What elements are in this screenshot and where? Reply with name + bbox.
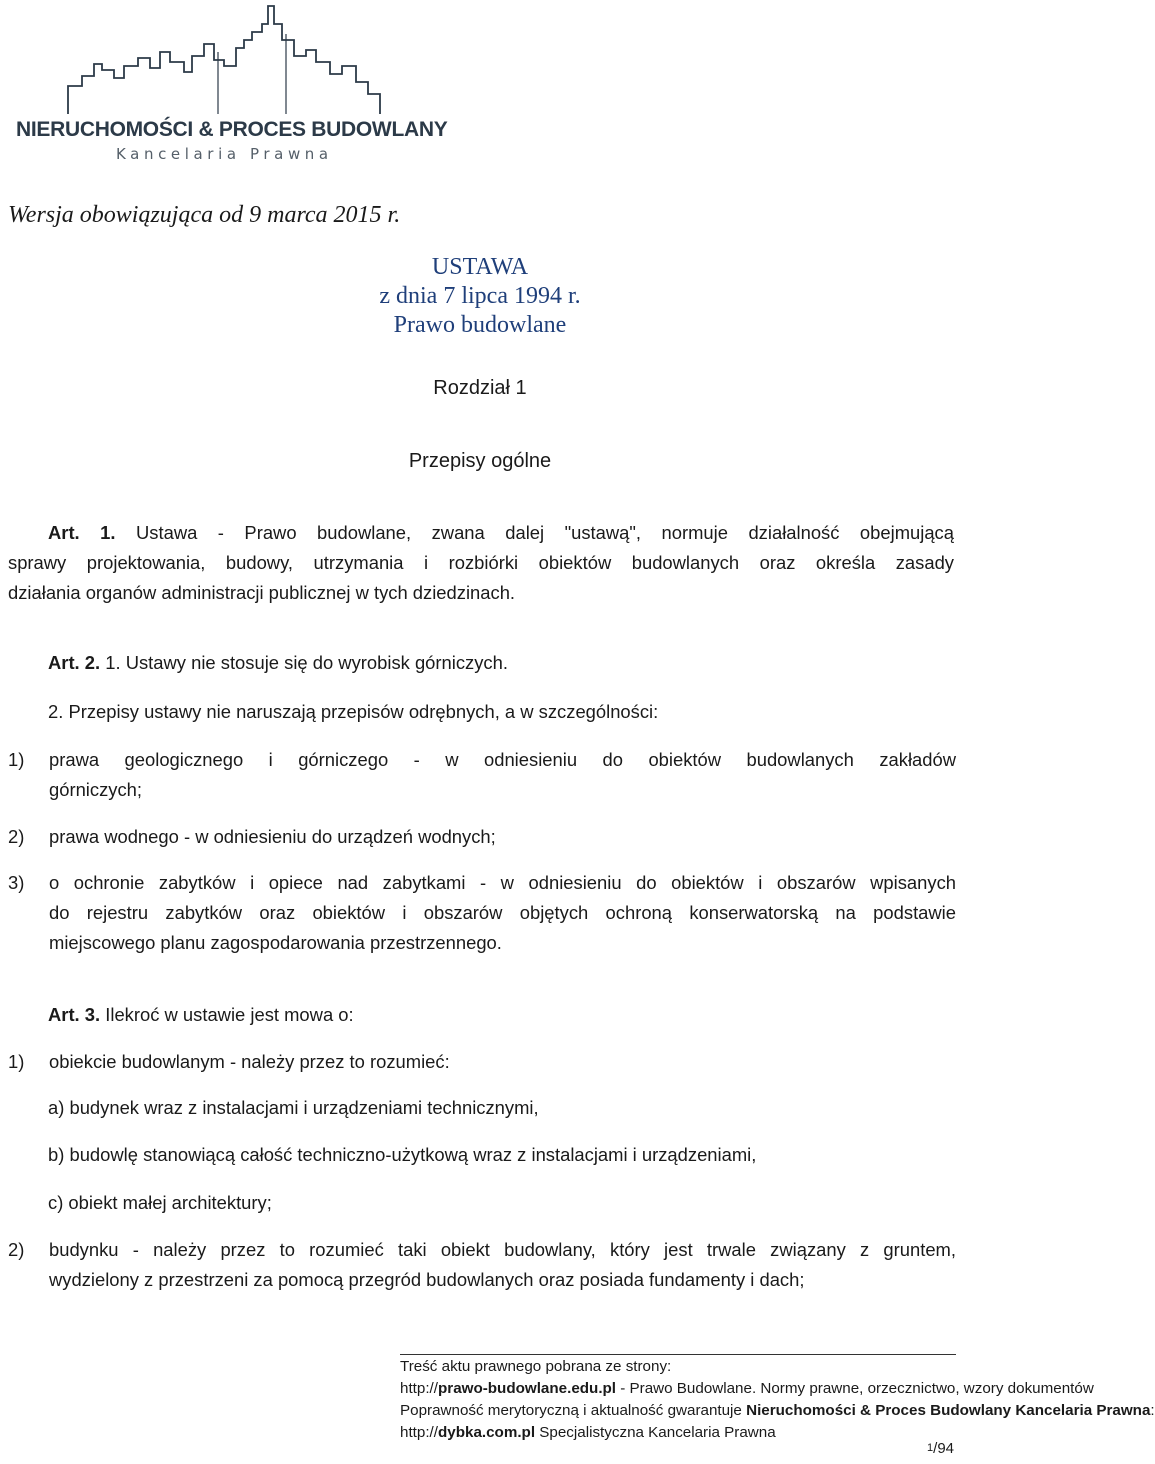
definition-subitem: c) obiekt małej architektury;	[48, 1192, 272, 1213]
list-item-line: miejscowego planu zagospodarowania przestrzennego.	[49, 932, 502, 953]
page-total: 94	[937, 1440, 954, 1457]
definition-number: 1)	[8, 1051, 25, 1072]
list-item	[8, 822, 956, 852]
list-item-number: 2)	[8, 826, 25, 847]
city-skyline-icon	[68, 4, 388, 116]
footer-guarantee	[400, 1400, 1155, 1422]
definition-text: obiekcie budowlanym - należy przez to rozumieć:	[49, 1051, 450, 1072]
definition-line: wydzielony z przestrzeni za pomocą przegród budowlanych oraz posiada fundamenty i dach;	[49, 1269, 805, 1290]
definition-item	[8, 1235, 956, 1295]
footer-link-description: Specjalistyczna Kancelaria Prawna	[535, 1424, 776, 1441]
article-3-label: Art. 3.	[48, 1004, 101, 1025]
list-item-line: do rejestru zabytków oraz obiektów i obszarów objętych ochroną konserwatorską na podstawie	[49, 902, 956, 923]
article-1-line	[8, 548, 954, 578]
list-item-text	[49, 868, 956, 958]
article-1	[8, 518, 954, 608]
footer-guarantee-firm: Nieruchomości & Proces Budowlany Kancelaria Prawna	[746, 1402, 1151, 1419]
list-item-number: 1)	[8, 749, 25, 770]
logo-subtitle: Kancelaria Prawna	[116, 145, 333, 163]
footer-link-domain[interactable]: dybka.com.pl	[438, 1424, 536, 1441]
definition-line: budynku - należy przez to rozumieć taki obiekt budowlany, który jest trwale związany z gruntem,	[49, 1239, 956, 1260]
logo-title: NIERUCHOMOŚCI & PROCES BUDOWLANY	[16, 118, 448, 141]
list-item-line: górniczych;	[49, 779, 143, 800]
article-1-text: działania organów administracji publicznej w tych dziedzinach.	[8, 582, 516, 603]
article-2-p1-text: 1. Ustawy nie stosuje się do wyrobisk górniczych.	[105, 652, 508, 673]
page-current: 1	[927, 1442, 934, 1454]
article-1-text: Ustawa - Prawo budowlane, zwana dalej "ustawą", normuje działalność obejmującą	[136, 522, 954, 543]
definition-subitem: a) budynek wraz z instalacjami i urządzeniami technicznymi,	[48, 1097, 539, 1118]
page-separator: /	[933, 1440, 938, 1457]
definition-number: 2)	[8, 1239, 25, 1260]
list-item-line: prawa geologicznego i górniczego - w odniesieniu do obiektów budowlanych zakładów	[49, 749, 956, 770]
footer-firm-link[interactable]	[400, 1422, 776, 1444]
article-1-label: Art. 1.	[48, 522, 116, 543]
article-2-paragraph-1	[48, 648, 508, 678]
footer-link-prefix: http://	[400, 1380, 438, 1397]
definition-text	[49, 1235, 956, 1295]
footer-divider	[400, 1354, 956, 1355]
act-type: USTAWA	[431, 254, 529, 280]
page-number	[927, 1440, 954, 1457]
list-item-text	[49, 745, 956, 805]
version-note: Wersja obowiązująca od 9 marca 2015 r.	[8, 202, 401, 228]
act-title: Prawo budowlane	[393, 312, 567, 338]
article-1-line	[8, 578, 954, 608]
list-item-line: o ochronie zabytków i opiece nad zabytkami - w odniesieniu do obiektów i obszarów wpisanych	[49, 872, 956, 893]
article-1-line	[8, 518, 954, 548]
chapter-name: Przepisy ogólne	[408, 450, 552, 472]
footer-guarantee-colon: :	[1150, 1402, 1155, 1419]
footer-link-prefix: http://	[400, 1424, 438, 1441]
footer-guarantee-text: Poprawność merytoryczną i aktualność gwarantuje	[400, 1402, 747, 1419]
chapter-heading: Rozdział 1	[433, 377, 527, 399]
article-1-text: sprawy projektowania, budowy, utrzymania i rozbiórki obiektów budowlanych oraz określa zasady	[8, 552, 954, 573]
footer-link-domain[interactable]: prawo-budowlane.edu.pl	[438, 1380, 617, 1397]
footer-link-description: - Prawo Budowlane. Normy prawne, orzecznictwo, wzory dokumentów	[616, 1380, 1094, 1397]
list-item	[8, 868, 956, 958]
footer-source-label: Treść aktu prawnego pobrana ze strony:	[400, 1358, 672, 1375]
list-item	[8, 745, 956, 805]
act-date: z dnia 7 lipca 1994 r.	[379, 283, 581, 309]
footer-source-link[interactable]	[400, 1378, 1094, 1400]
article-2-label: Art. 2.	[48, 652, 101, 673]
definition-item	[8, 1047, 956, 1077]
article-3-intro-text: Ilekroć w ustawie jest mowa o:	[105, 1004, 354, 1025]
list-item-text	[49, 822, 956, 852]
definition-subitem: b) budowlę stanowiącą całość techniczno-użytkową wraz z instalacjami i urządzeniami,	[48, 1144, 757, 1165]
article-3-intro	[48, 1000, 354, 1030]
kancelaria-logo	[16, 4, 448, 164]
article-2-paragraph-2: 2. Przepisy ustawy nie naruszają przepisów odrębnych, a w szczególności:	[48, 701, 659, 722]
list-item-number: 3)	[8, 872, 25, 893]
list-item-line: prawa wodnego - w odniesieniu do urządzeń wodnych;	[49, 826, 496, 847]
